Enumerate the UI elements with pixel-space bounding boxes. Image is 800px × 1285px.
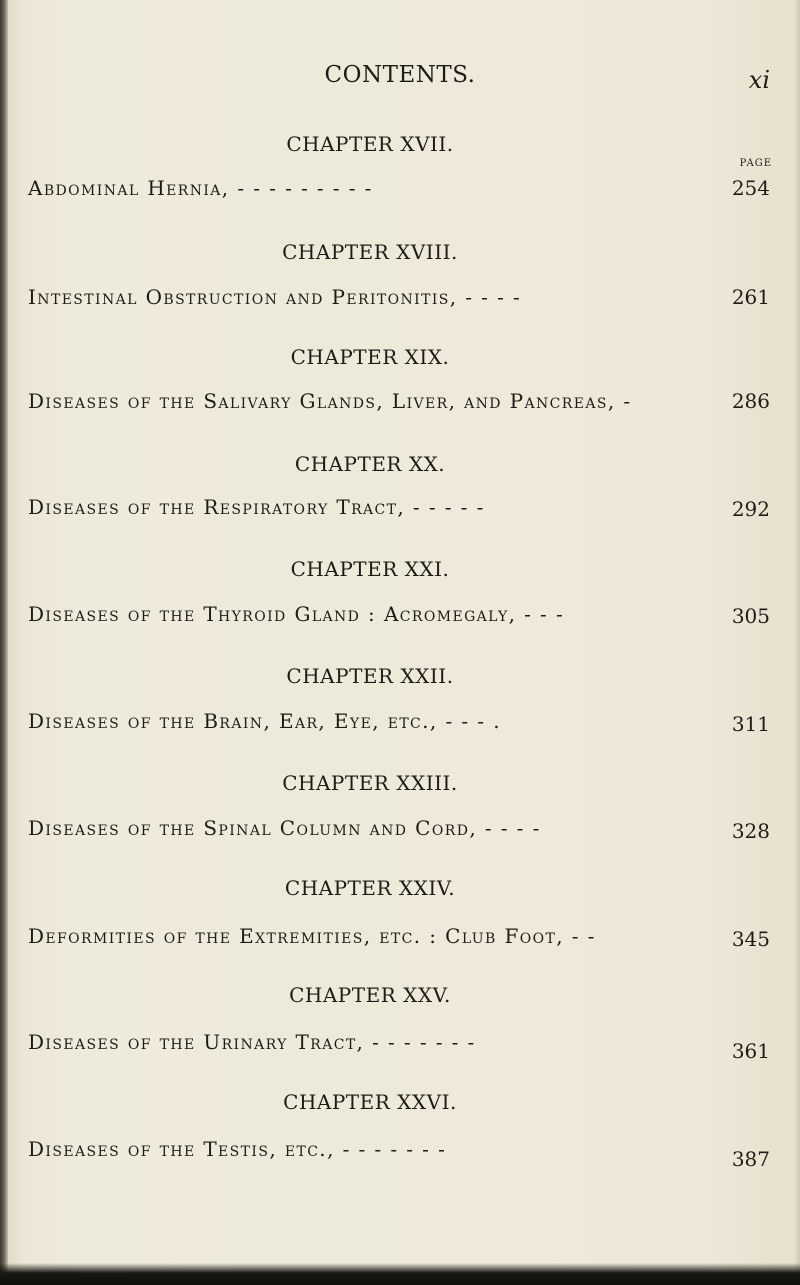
toc-entry-title: Deformities of the Extremities, etc. : Club Foot, - -: [28, 924, 596, 948]
toc-entry-page: 261: [731, 285, 770, 309]
chapter-heading: CHAPTER XX.: [294, 452, 446, 476]
running-header-title: CONTENTS.: [324, 62, 476, 88]
toc-entry-page: 328: [731, 819, 770, 843]
running-header-page-number: xi: [748, 66, 770, 94]
toc-entry-page: 254: [731, 176, 770, 200]
toc-entry-page: 387: [731, 1147, 770, 1171]
chapter-heading: CHAPTER XXI.: [290, 557, 450, 581]
page-column-label: PAGE: [739, 158, 772, 169]
toc-entry-title: Diseases of the Urinary Tract, - - - - - - -: [28, 1030, 476, 1054]
page-right-edge: [794, 0, 800, 1285]
chapter-heading: CHAPTER XXIV.: [284, 876, 456, 900]
page-bottom-shadow: [0, 1263, 800, 1285]
chapter-heading: CHAPTER XXV.: [289, 983, 451, 1007]
toc-entry-title: Diseases of the Brain, Ear, Eye, etc., - - - .: [28, 709, 501, 733]
toc-entry-page: 305: [731, 604, 770, 628]
toc-entry-title: Diseases of the Thyroid Gland : Acromegaly, - - -: [28, 602, 565, 626]
chapter-heading: CHAPTER XXVI.: [283, 1090, 457, 1114]
toc-entry-page: 345: [731, 927, 770, 951]
toc-entry-title: Intestinal Obstruction and Peritonitis, - - - -: [28, 285, 522, 309]
chapter-heading: CHAPTER XVII.: [286, 132, 454, 156]
toc-entry-page: 361: [731, 1039, 770, 1063]
toc-entry-page: 286: [731, 389, 770, 413]
toc-entry-title: Diseases of the Testis, etc., - - - - - - -: [28, 1137, 447, 1161]
chapter-heading: CHAPTER XIX.: [290, 345, 450, 369]
chapter-heading: CHAPTER XXII.: [286, 664, 454, 688]
toc-entry-page: 311: [731, 712, 770, 736]
toc-entry-page: 292: [731, 497, 770, 521]
toc-entry-title: Abdominal Hernia, - - - - - - - - -: [28, 176, 373, 200]
toc-entry-title: Diseases of the Spinal Column and Cord, - - - -: [28, 816, 541, 840]
chapter-heading: CHAPTER XXIII.: [282, 771, 458, 795]
chapter-heading: CHAPTER XVIII.: [282, 240, 458, 264]
toc-entry-title: Diseases of the Salivary Glands, Liver, and Pancreas, -: [28, 389, 632, 413]
toc-entry-title: Diseases of the Respiratory Tract, - - - - -: [28, 495, 485, 519]
